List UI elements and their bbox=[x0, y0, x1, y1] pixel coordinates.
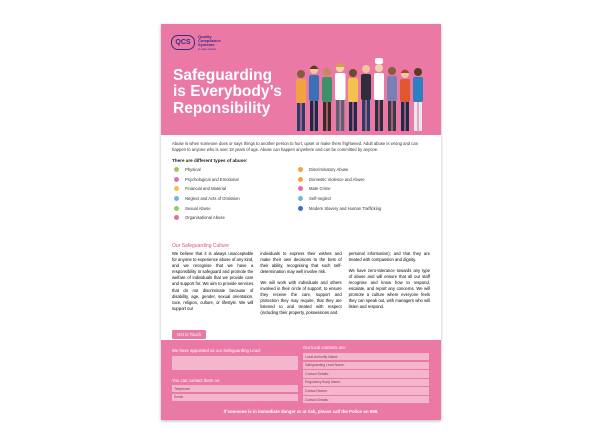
email-label: Email: bbox=[174, 395, 184, 400]
abuse-type-item bbox=[174, 176, 290, 183]
logo-name-line3: Systems bbox=[198, 42, 215, 48]
bullet-dot-icon bbox=[174, 167, 179, 172]
poster-body bbox=[172, 141, 430, 221]
person-9 bbox=[400, 70, 410, 132]
culture-column-3 bbox=[349, 251, 430, 321]
abuse-type-label: Psychological and Emotional bbox=[185, 176, 239, 182]
hero-banner bbox=[161, 24, 441, 135]
abuse-type-label: Self-neglect bbox=[309, 195, 332, 201]
safeguarding-poster bbox=[161, 24, 441, 420]
culture-paragraph: individuals to express their wishes and make their own decisions to the best of their ability, recognising that such self-determination may well involve risk. bbox=[260, 251, 342, 275]
emergency-notice: If someone is in immediate danger or at risk, please call the Police on 999. bbox=[223, 409, 379, 414]
person-8 bbox=[387, 67, 397, 131]
abuse-type-item bbox=[174, 214, 290, 221]
local-contacts-heading: Our local contacts are: bbox=[303, 345, 346, 350]
person-3 bbox=[322, 68, 332, 131]
bullet-dot-icon bbox=[298, 167, 303, 172]
safeguarding-lead-section bbox=[172, 348, 298, 402]
culture-paragraph: We will work with individuals and others involved in their circle of support, to ensure they receive the care, support and protection they may require, that they are listened to and treated with respect (including their property, possessions and bbox=[260, 279, 342, 316]
abuse-type-item bbox=[298, 185, 414, 192]
abuse-type-item bbox=[174, 195, 290, 202]
person-5 bbox=[348, 69, 358, 131]
bullet-dot-icon bbox=[298, 196, 303, 201]
bullet-dot-icon bbox=[174, 186, 179, 191]
culture-heading: Our Safeguarding Culture bbox=[172, 243, 229, 249]
contact-field bbox=[303, 379, 429, 386]
bullet-dot-icon bbox=[174, 206, 179, 211]
culture-column-1 bbox=[172, 251, 253, 321]
lead-name-field bbox=[172, 356, 298, 370]
qcs-logo-mark: QCS bbox=[171, 35, 195, 50]
bullet-dot-icon bbox=[174, 177, 179, 182]
person-4 bbox=[335, 63, 346, 131]
bullet-dot-icon bbox=[174, 196, 179, 201]
contact-field-label: Contact Details: bbox=[305, 371, 329, 376]
logo-tagline: in safe hands bbox=[198, 46, 216, 51]
contact-field-label: Local Authority Name: bbox=[305, 354, 339, 359]
telephone-label: Telephone: bbox=[174, 386, 191, 391]
person-6 bbox=[361, 65, 371, 131]
person-2 bbox=[309, 66, 319, 132]
contact-field-label: Contact Details: bbox=[305, 397, 329, 402]
appointed-lead-label: We have appointed as our Safeguarding Lead: bbox=[172, 348, 261, 353]
local-contacts-section bbox=[303, 345, 429, 404]
person-7-chef bbox=[374, 58, 384, 131]
abuse-definition-text: Abuse is when someone does or says things to another person to hurt, upset or make them frightened. Adult abuse is wrong and can happen to anyone who is over 18 years of age. Abuse can happen anywhere and can be committed by anyone. bbox=[172, 141, 419, 153]
person-10 bbox=[413, 68, 423, 131]
culture-paragraph: We believe that it is always unacceptable for anyone to experience abuse of any kind, and we recognise that we have a responsibility to safeguard and promote the welfare of individuals that we provide care and support for. We aim to provide services that do not discriminate because of disability, age, gender, sexual orientation, race, religion, culture, or lifestyle. We will support our bbox=[172, 251, 254, 311]
qcs-logo-text bbox=[198, 35, 221, 51]
abuse-type-label: Financial and Material bbox=[185, 186, 226, 192]
contact-field-label: Regulatory Body Name: bbox=[305, 380, 341, 385]
culture-paragraph: We have zero-tolerance towards any type of abuse and will ensure that all our staff recognise and know how to respond, escalate, and report any concerns. We will promote a culture where everyone feels they can speak out, with managers who will listen and respond. bbox=[348, 267, 430, 310]
abuse-type-label: Physical bbox=[185, 167, 201, 173]
bullet-dot-icon bbox=[174, 215, 179, 220]
logo-name-line1: Quality bbox=[198, 34, 212, 39]
abuse-type-label: Neglect and Acts of Omission bbox=[185, 195, 240, 201]
contact-field-label: Contact Name: bbox=[305, 389, 328, 393]
abuse-types-list bbox=[174, 166, 414, 221]
title-line-3: Reponsibility bbox=[173, 99, 271, 117]
contact-panel bbox=[161, 340, 441, 420]
abuse-type-item bbox=[298, 166, 414, 173]
bullet-dot-icon bbox=[298, 177, 303, 182]
contact-field bbox=[303, 370, 429, 377]
title-line-1: Safeguarding bbox=[173, 67, 273, 84]
person-1 bbox=[296, 70, 306, 131]
culture-column-2 bbox=[260, 251, 341, 321]
abuse-type-label: Modern Slavery and Human Trafficking bbox=[309, 205, 382, 211]
abuse-types-heading: There are different types of abuse: bbox=[172, 158, 248, 164]
abuse-type-item bbox=[174, 166, 290, 173]
abuse-type-label: Discriminatory Abuse bbox=[309, 167, 349, 173]
abuse-type-label: Organisational Abuse bbox=[185, 215, 225, 221]
bullet-dot-icon bbox=[298, 186, 303, 191]
abuse-type-item bbox=[298, 176, 414, 183]
contact-field bbox=[303, 353, 429, 360]
abuse-type-item bbox=[174, 205, 290, 212]
title-line-2: is Everybody’s bbox=[173, 83, 282, 101]
culture-columns bbox=[172, 251, 430, 321]
contact-field-label: Safeguarding Lead Name: bbox=[305, 363, 345, 368]
email-field bbox=[172, 394, 298, 401]
abuse-type-label: Sexual Abuse bbox=[185, 205, 211, 211]
poster-title bbox=[173, 68, 303, 117]
care-workers-illustration bbox=[291, 42, 433, 135]
contact-them-label: You can contact them on: bbox=[172, 378, 221, 383]
abuse-type-item bbox=[174, 185, 290, 192]
contact-field bbox=[303, 362, 429, 369]
abuse-type-item bbox=[298, 205, 414, 212]
contact-field bbox=[303, 387, 429, 394]
bullet-dot-icon bbox=[298, 206, 303, 211]
get-in-touch-tab: Get in Touch bbox=[172, 330, 206, 339]
logo-name-line2: Compliance bbox=[198, 38, 221, 44]
abuse-type-label: Mate Crime bbox=[309, 186, 331, 192]
culture-paragraph: personal information); and that they are treated with compassion and dignity. bbox=[348, 251, 430, 263]
qcs-logo bbox=[171, 35, 221, 51]
telephone-field bbox=[172, 385, 298, 392]
abuse-type-label: Domestic Violence and Abuse bbox=[309, 176, 365, 182]
contact-field bbox=[303, 396, 429, 403]
abuse-type-item bbox=[298, 195, 414, 202]
